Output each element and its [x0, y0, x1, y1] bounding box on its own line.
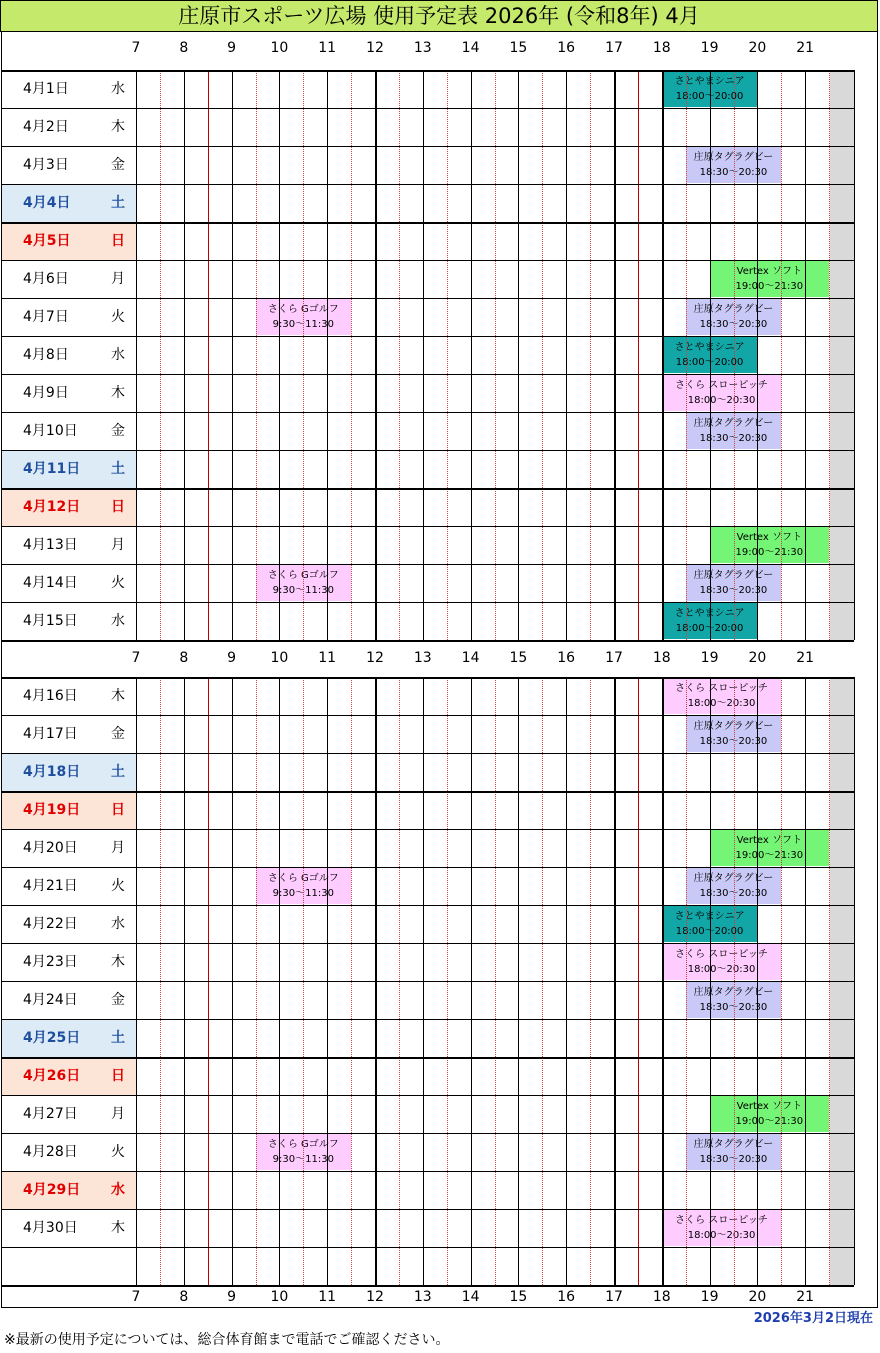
weekday-label: 日 [111, 802, 125, 818]
grid-hline [1, 298, 854, 299]
frame-bottom [1, 1307, 878, 1308]
hour-label-18: 18 [652, 650, 671, 666]
weekday-label: 土 [111, 764, 125, 780]
hour-label-7: 7 [131, 40, 141, 56]
date-label: 4月24日 [23, 992, 78, 1008]
grid-vline [805, 70, 806, 640]
weekday-label: 土 [111, 1030, 125, 1046]
grid-vline [734, 70, 735, 640]
hour-label-21: 21 [796, 40, 815, 56]
grid-hline [1, 1095, 854, 1096]
date-cell [1, 753, 136, 791]
grid-vline [614, 70, 616, 640]
footer-hour-label-9: 9 [227, 1289, 237, 1305]
grid-hline [1, 450, 854, 451]
date-label: 4月5日 [23, 233, 71, 249]
weekday-label: 月 [111, 1106, 125, 1122]
hour-label-11: 11 [318, 40, 337, 56]
event-time: 18:00～20:00 [675, 623, 744, 634]
date-cell [1, 715, 136, 753]
event-name: さとやまシニア [674, 911, 745, 922]
event-vertex[interactable] [710, 261, 830, 297]
grid-hline [1, 222, 854, 224]
event-time: 9:30～11:30 [272, 319, 334, 330]
event-time: 18:30～20:30 [699, 167, 768, 178]
event-time: 18:30～20:30 [699, 736, 768, 747]
grid-hline [1, 146, 854, 147]
weekday-label: 火 [111, 309, 125, 325]
footer-hour-label-18: 18 [652, 1289, 671, 1305]
date-cell [1, 336, 136, 374]
closed-area [830, 70, 854, 640]
weekday-label: 水 [111, 916, 125, 932]
hour-label-10: 10 [270, 40, 289, 56]
date-label: 4月14日 [23, 575, 78, 591]
date-cell [1, 222, 136, 260]
date-cell [1, 829, 136, 867]
date-label: 4月9日 [23, 385, 69, 401]
event-time: 18:30～20:30 [699, 319, 768, 330]
weekday-label: 木 [111, 688, 125, 704]
event-vertex[interactable] [710, 830, 830, 866]
footer-hour-label-17: 17 [605, 1289, 623, 1305]
date-cell [1, 1095, 136, 1133]
date-label: 4月26日 [23, 1068, 81, 1084]
grid-vline-right [854, 677, 855, 1285]
hour-label-13: 13 [413, 650, 432, 666]
grid-hline [1, 488, 854, 490]
hour-label-19: 19 [700, 650, 719, 666]
event-name: Vertex ソフト [736, 1101, 802, 1112]
event-time: 18:00～20:00 [675, 357, 744, 368]
weekday-label: 日 [111, 499, 125, 515]
date-cell [1, 412, 136, 450]
weekday-label: 火 [111, 1144, 125, 1160]
event-vertex[interactable] [710, 527, 830, 563]
grid-hline [1, 867, 854, 868]
date-cell [1, 602, 136, 640]
event-time: 19:00～21:30 [735, 850, 804, 861]
weekday-label: 金 [111, 726, 125, 742]
event-name: さとやまシニア [674, 608, 745, 619]
event-time: 19:00～21:30 [735, 281, 804, 292]
grid-hline [1, 70, 854, 72]
date-label: 4月29日 [23, 1182, 81, 1198]
date-cell [1, 374, 136, 412]
event-time: 18:30～20:30 [699, 433, 768, 444]
date-cell [1, 146, 136, 184]
event-slope[interactable] [662, 678, 782, 714]
footer-hour-label-14: 14 [461, 1289, 480, 1305]
date-label: 4月4日 [23, 195, 71, 211]
event-name: さとやまシニア [674, 342, 745, 353]
hour-label-14: 14 [461, 40, 480, 56]
footer-hour-label-19: 19 [700, 1289, 719, 1305]
as-of-date: 2026年3月2日現在 [753, 1311, 873, 1326]
event-name: Vertex ソフト [736, 266, 802, 277]
event-name: 庄原タグラグビー [693, 570, 774, 581]
grid-vline [136, 70, 137, 640]
hour-label-8: 8 [179, 650, 189, 666]
grid-vline [399, 70, 400, 640]
event-time: 19:00～21:30 [735, 1116, 804, 1127]
grid-vline [566, 70, 567, 640]
event-name: Vertex ソフト [736, 532, 802, 543]
grid-vline [351, 70, 352, 640]
event-name: 庄原タグラグビー [693, 304, 774, 315]
event-name: さくら スローピッチ [675, 949, 768, 960]
grid-hline [1, 1171, 854, 1172]
date-label: 4月30日 [23, 1220, 78, 1236]
date-cell [1, 488, 136, 526]
footer-hour-label-10: 10 [270, 1289, 289, 1305]
date-label: 4月16日 [23, 688, 78, 704]
date-cell [1, 867, 136, 905]
hour-label-9: 9 [227, 650, 237, 666]
grid-hline [1, 184, 854, 185]
date-label: 4月22日 [23, 916, 78, 932]
date-label: 4月15日 [23, 613, 78, 629]
date-label: 4月11日 [23, 461, 81, 477]
grid-vline [686, 70, 687, 640]
event-slope[interactable] [662, 944, 782, 980]
event-time: 18:00～20:30 [687, 395, 756, 406]
event-name: さくら Gゴルフ [267, 873, 339, 884]
frame-right [877, 32, 878, 1307]
date-label: 4月20日 [23, 840, 78, 856]
date-cell [1, 1133, 136, 1171]
hour-label-9: 9 [227, 40, 237, 56]
hour-label-15: 15 [509, 650, 528, 666]
hour-label-14: 14 [461, 650, 480, 666]
event-name: さくら スローピッチ [675, 1215, 768, 1226]
event-name: 庄原タグラグビー [693, 987, 774, 998]
date-label: 4月27日 [23, 1106, 78, 1122]
date-label: 4月1日 [23, 81, 69, 97]
event-name: さくら Gゴルフ [267, 1139, 339, 1150]
date-cell [1, 1209, 136, 1247]
grid-hline [1, 981, 854, 982]
date-label: 4月12日 [23, 499, 81, 515]
grid-hline [1, 564, 854, 565]
grid-vline [208, 70, 209, 640]
grid-hline [1, 1133, 854, 1134]
date-label: 4月6日 [23, 271, 69, 287]
weekday-label: 火 [111, 575, 125, 591]
hour-label-13: 13 [413, 40, 432, 56]
grid-vline [757, 70, 758, 640]
event-time: 18:30～20:30 [699, 888, 768, 899]
weekday-label: 木 [111, 385, 125, 401]
grid-vline [495, 70, 496, 640]
grid-hline [1, 1019, 854, 1020]
event-vertex[interactable] [710, 1096, 830, 1132]
date-label: 4月25日 [23, 1030, 81, 1046]
hour-label-17: 17 [605, 650, 623, 666]
grid-hline [1, 260, 854, 261]
date-label: 4月23日 [23, 954, 78, 970]
grid-hline [1, 753, 854, 754]
date-cell [1, 70, 136, 108]
event-name: さくら スローピッチ [675, 380, 768, 391]
weekday-label: 金 [111, 157, 125, 173]
date-cell [1, 526, 136, 564]
event-time: 18:00～20:00 [675, 926, 744, 937]
grid-hline [1, 1209, 854, 1210]
grid-vline-right [854, 70, 855, 640]
date-cell [1, 450, 136, 488]
event-time: 18:00～20:30 [687, 1230, 756, 1241]
event-name: 庄原タグラグビー [693, 721, 774, 732]
grid-vline [184, 70, 185, 640]
date-cell [1, 905, 136, 943]
event-name: 庄原タグラグビー [693, 873, 774, 884]
footer-hour-label-11: 11 [318, 1289, 337, 1305]
footer-hour-label-12: 12 [366, 1289, 384, 1305]
hour-label-8: 8 [179, 40, 189, 56]
date-cell [1, 1057, 136, 1095]
grid-hline [1, 602, 854, 603]
event-name: 庄原タグラグビー [693, 418, 774, 429]
hour-label-16: 16 [557, 650, 576, 666]
grid-hline [1, 640, 854, 642]
weekday-label: 金 [111, 992, 125, 1008]
grid-vline [638, 70, 639, 640]
weekday-label: 土 [111, 461, 125, 477]
date-label: 4月21日 [23, 878, 78, 894]
weekday-label: 水 [111, 1182, 125, 1198]
grid-hline [1, 677, 854, 679]
hour-label-15: 15 [509, 40, 528, 56]
date-cell [1, 108, 136, 146]
date-cell [1, 943, 136, 981]
date-label: 4月17日 [23, 726, 78, 742]
event-time: 18:00～20:00 [675, 91, 744, 102]
grid-hline [1, 108, 854, 109]
event-time: 9:30～11:30 [272, 1154, 334, 1165]
footer-hour-label-21: 21 [796, 1289, 815, 1305]
grid-vline [471, 70, 472, 640]
weekday-label: 火 [111, 878, 125, 894]
date-label: 4月10日 [23, 423, 78, 439]
weekday-label: 土 [111, 195, 125, 211]
grid-hline [1, 943, 854, 944]
date-label: 4月3日 [23, 157, 69, 173]
grid-hline [1, 791, 854, 793]
grid-vline [375, 70, 377, 640]
date-cell [1, 564, 136, 602]
footer-hour-label-15: 15 [509, 1289, 528, 1305]
grid-hline [1, 905, 854, 906]
hour-label-16: 16 [557, 40, 576, 56]
grid-vline [160, 70, 161, 640]
footer-hour-label-20: 20 [748, 1289, 767, 1305]
date-cell [1, 981, 136, 1019]
event-name: さくら Gゴルフ [267, 304, 339, 315]
weekday-label: 日 [111, 1068, 125, 1084]
grid-hline [1, 715, 854, 716]
grid-hline [1, 336, 854, 337]
weekday-label: 月 [111, 537, 125, 553]
hour-label-20: 20 [748, 650, 767, 666]
date-label: 4月8日 [23, 347, 69, 363]
date-cell [1, 1019, 136, 1057]
weekday-label: 金 [111, 423, 125, 439]
event-time: 19:00～21:30 [735, 547, 804, 558]
grid-hline [1, 829, 854, 830]
date-cell [1, 791, 136, 829]
hour-label-7: 7 [131, 650, 141, 666]
grid-vline [829, 70, 830, 640]
date-cell [1, 184, 136, 222]
date-label: 4月19日 [23, 802, 81, 818]
hour-label-17: 17 [605, 40, 623, 56]
grid-hline [1, 1057, 854, 1059]
event-name: 庄原タグラグビー [693, 152, 774, 163]
grid-hline [1, 412, 854, 413]
weekday-label: 日 [111, 233, 125, 249]
date-label: 4月2日 [23, 119, 69, 135]
date-cell [1, 1171, 136, 1209]
page-title: 庄原市スポーツ広場 使用予定表 2026年 (令和8年) 4月 [0, 0, 878, 32]
hour-label-18: 18 [652, 40, 671, 56]
grid-hline [1, 374, 854, 375]
grid-vline [279, 70, 280, 640]
footer-hour-label-13: 13 [413, 1289, 432, 1305]
event-slope[interactable] [662, 375, 782, 411]
footer-hour-label-7: 7 [131, 1289, 141, 1305]
footer-note: ※最新の使用予定については、総合体育館まで電話でご確認ください。 [4, 1332, 450, 1348]
grid-vline [518, 70, 519, 640]
hour-label-12: 12 [366, 650, 384, 666]
weekday-label: 水 [111, 347, 125, 363]
frame-left [1, 32, 2, 1307]
grid-vline [662, 70, 664, 640]
footer-hour-label-8: 8 [179, 1289, 189, 1305]
hour-label-12: 12 [366, 40, 384, 56]
hour-label-21: 21 [796, 650, 815, 666]
date-label: 4月28日 [23, 1144, 78, 1160]
weekday-label: 木 [111, 1220, 125, 1236]
date-cell [1, 298, 136, 336]
weekday-label: 木 [111, 954, 125, 970]
weekday-label: 水 [111, 81, 125, 97]
hour-label-10: 10 [270, 650, 289, 666]
event-name: さくら Gゴルフ [267, 570, 339, 581]
event-time: 18:30～20:30 [699, 1154, 768, 1165]
event-slope[interactable] [662, 1210, 782, 1246]
hour-label-11: 11 [318, 650, 337, 666]
grid-hline [1, 526, 854, 527]
weekday-label: 水 [111, 613, 125, 629]
grid-vline [710, 70, 711, 640]
grid-vline [447, 70, 448, 640]
date-label: 4月7日 [23, 309, 69, 325]
event-name: Vertex ソフト [736, 835, 802, 846]
grid-vline [423, 70, 424, 640]
event-time: 18:30～20:30 [699, 1002, 768, 1013]
event-name: さとやまシニア [674, 76, 745, 87]
grid-vline [327, 70, 328, 640]
hour-label-19: 19 [700, 40, 719, 56]
grid-vline [781, 70, 782, 640]
event-time: 18:30～20:30 [699, 585, 768, 596]
event-time: 18:00～20:30 [687, 964, 756, 975]
weekday-label: 木 [111, 119, 125, 135]
grid-vline [590, 70, 591, 640]
weekday-label: 月 [111, 840, 125, 856]
date-cell [1, 677, 136, 715]
event-time: 18:00～20:30 [687, 698, 756, 709]
event-name: 庄原タグラグビー [693, 1139, 774, 1150]
event-time: 9:30～11:30 [272, 585, 334, 596]
date-label: 4月13日 [23, 537, 78, 553]
footer-hour-label-16: 16 [557, 1289, 576, 1305]
grid-vline [542, 70, 543, 640]
grid-vline [303, 70, 304, 640]
grid-vline [232, 70, 233, 640]
date-label: 4月18日 [23, 764, 81, 780]
grid-hline [1, 1247, 854, 1248]
hour-label-20: 20 [748, 40, 767, 56]
event-time: 9:30～11:30 [272, 888, 334, 899]
date-cell [1, 260, 136, 298]
grid-vline [256, 70, 257, 640]
weekday-label: 月 [111, 271, 125, 287]
event-name: さくら スローピッチ [675, 683, 768, 694]
